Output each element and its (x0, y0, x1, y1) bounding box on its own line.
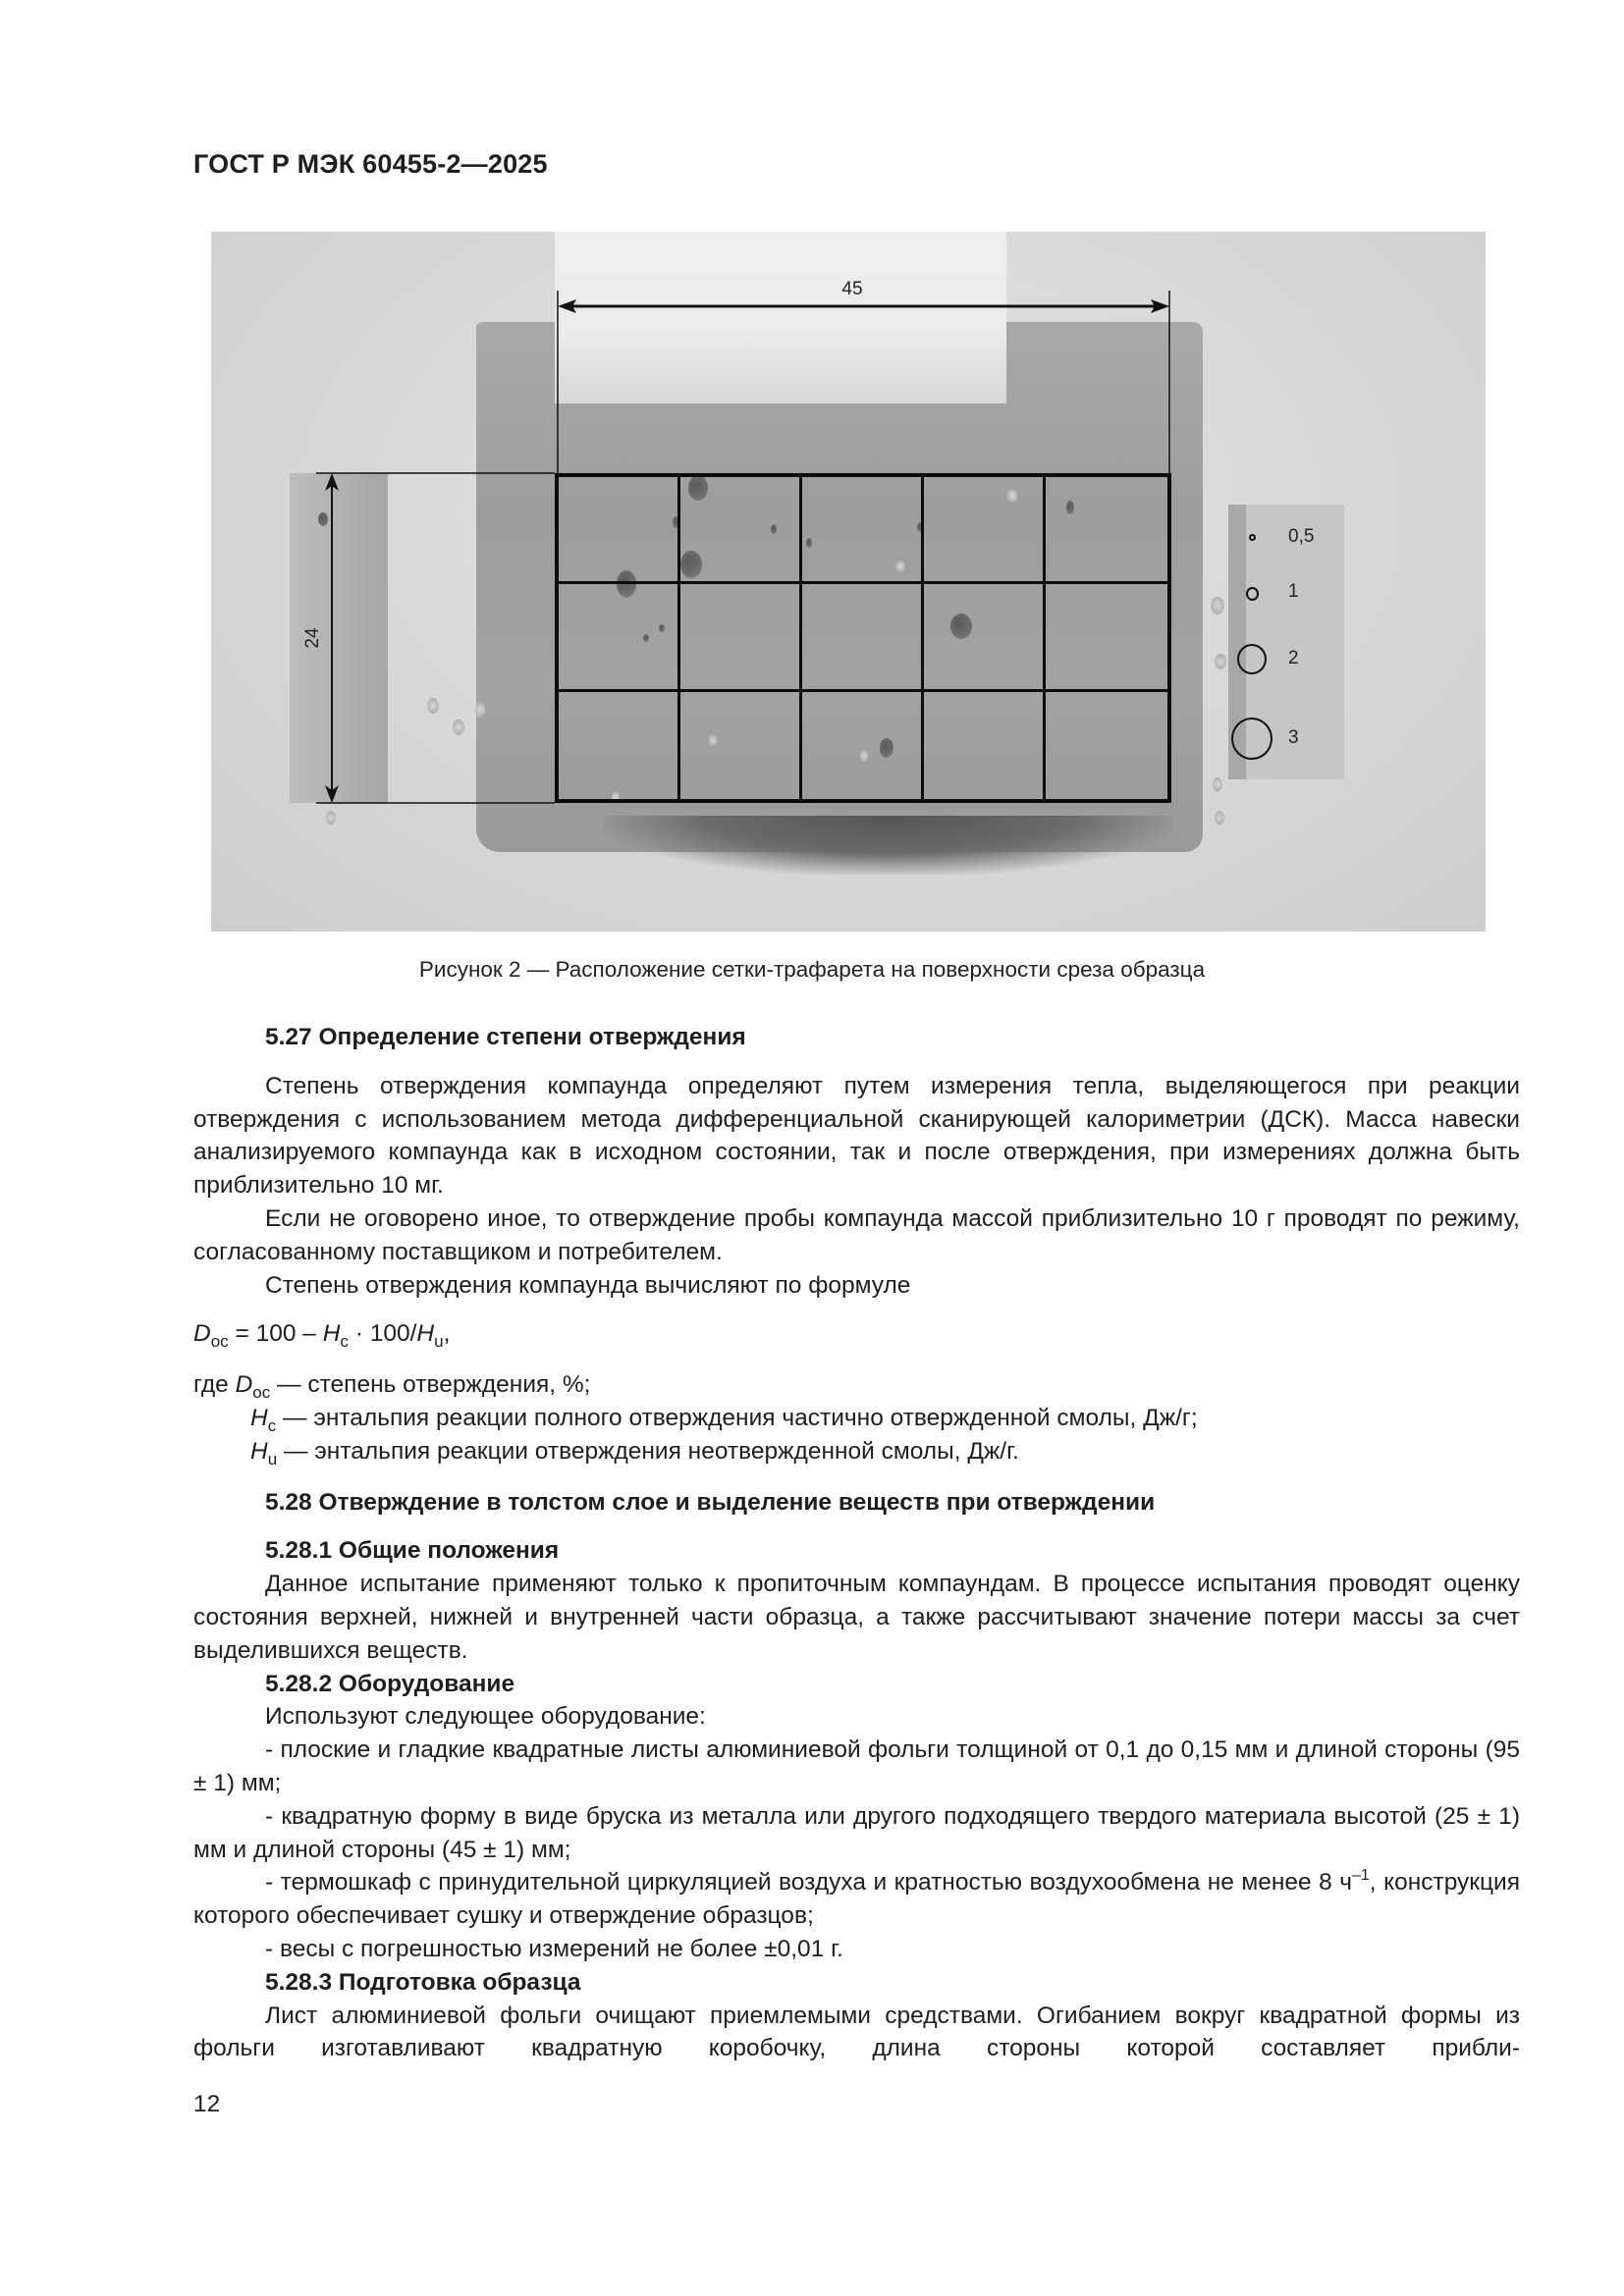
legend-circle-0-5mm-icon (1249, 534, 1256, 541)
equipment-list-item (193, 1866, 1520, 1933)
formula-subscript: u (267, 1449, 278, 1468)
formula-subscript: u (434, 1332, 444, 1352)
legend-definition: — энтальпия реакции полного отверждения частично отвержденной смолы, Дж/г; (276, 1404, 1198, 1431)
list-item-text: , конструкция которого обеспечивает сушку и отверждение образцов; (193, 1869, 1521, 1930)
section-heading-5-28-1: 5.28.1 Общие положения (265, 1537, 560, 1565)
paragraph: Степень отверждения компаунда вычисляют по формуле (265, 1271, 911, 1299)
formula-symbol: H (322, 1320, 341, 1348)
list-item-text: - термошкаф с принудительной циркуляцией воздуха и кратностью воздухообмена не менее 8 ч (265, 1869, 1352, 1896)
formula-text: · 100/ (348, 1320, 417, 1348)
figure-caption: Рисунок 2 — Расположение сетки-трафарета на поверхности среза образца (418, 957, 1206, 982)
document-body (193, 1021, 1520, 2065)
formula-subscript: oc (210, 1332, 229, 1352)
where-label: где (193, 1371, 236, 1399)
legend-label: 2 (1288, 648, 1299, 668)
equipment-list-item: - квадратную форму в виде бруска из металла или другого подходящего твердого материала высотой (25 ± 1) мм и длиной стороны (45 ± 1) мм; (193, 1802, 1520, 1863)
section-heading-5-28: 5.28 Отверждение в толстом слое и выделение веществ при отверждении (265, 1488, 1156, 1516)
formula-subscript: c (267, 1415, 277, 1435)
paragraph: Лист алюминиевой фольги очищают приемлемыми средствами. Огибанием вокруг квадратной формы из фольги изготавливают квадратную коробочку, длина стороны которой составляет прибли- (193, 2002, 1520, 2062)
formula-degree-of-cure (193, 1317, 1520, 1351)
formula-subscript: c (340, 1332, 349, 1352)
formula-legend-item (193, 1402, 1520, 1435)
legend-circle-3mm-icon (1231, 718, 1272, 760)
formula-symbol: H (416, 1320, 435, 1348)
formula-symbol: D (193, 1320, 211, 1348)
equipment-list-item: - плоские и гладкие квадратные листы алюминиевой фольги толщиной от 0,1 до 0,15 мм и длиной стороны (95 ± 1) мм; (193, 1736, 1520, 1796)
document-header-standard-id: ГОСТ Р МЭК 60455-2—2025 (193, 149, 548, 179)
formula-subscript: oc (252, 1383, 271, 1403)
legend-definition: — энтальпия реакции отверждения неотвержденной смолы, Дж/г. (277, 1437, 1019, 1465)
paragraph: Данное испытание применяют только к пропиточным компаундам. В процессе испытания проводят оценку состояния верхней, нижней и внутренней части образца, а также рассчитывают значение потери массы за счет выделившихся веществ. (193, 1571, 1520, 1664)
legend-definition: — степень отверждения, %; (270, 1371, 591, 1399)
dimension-width-label: 45 (841, 279, 863, 299)
dimension-height-label: 24 (302, 627, 323, 649)
formula-symbol: H (250, 1437, 268, 1465)
superscript: –1 (1351, 1867, 1370, 1885)
formula-legend-item (193, 1435, 1520, 1468)
legend-label: 1 (1288, 581, 1299, 602)
section-heading-5-27: 5.27 Определение степени отверждения (265, 1024, 746, 1050)
formula-text: = 100 – (228, 1320, 323, 1348)
paragraph: Используют следующее оборудование: (265, 1703, 706, 1731)
paragraph: Степень отверждения компаунда определяют путем измерения тепла, выделяющегося при реакции отверждения с использованием метода дифференциальной сканирующей калориметрии (ДСК). Масса навески анализируемого компаунда как в исходном состоянии, так и после отверждения, при измерениях должна быть приблизительно 10 мг. (193, 1072, 1520, 1200)
legend-circle-1mm-icon (1246, 587, 1259, 601)
formula-symbol: D (235, 1371, 253, 1399)
legend-circle-2mm-icon (1237, 644, 1267, 674)
paragraph: Если не оговорено иное, то отверждение пробы компаунда массой приблизительно 10 г проводят по режиму, согласованному поставщиком и потребителем. (193, 1204, 1520, 1265)
equipment-list-item: - весы с погрешностью измерений не более ±0,01 г. (265, 1935, 843, 1962)
page-number: 12 (193, 2091, 221, 2117)
legend-label: 3 (1288, 727, 1299, 748)
formula-legend-item (193, 1368, 1520, 1402)
section-heading-5-28-2: 5.28.2 Оборудование (265, 1670, 515, 1697)
formula-text: , (443, 1320, 451, 1348)
section-heading-5-28-3: 5.28.3 Подготовка образца (265, 1968, 581, 1996)
formula-symbol: H (250, 1404, 268, 1431)
legend-label: 0,5 (1288, 526, 1315, 547)
figure-specimen-grid (211, 232, 1486, 932)
